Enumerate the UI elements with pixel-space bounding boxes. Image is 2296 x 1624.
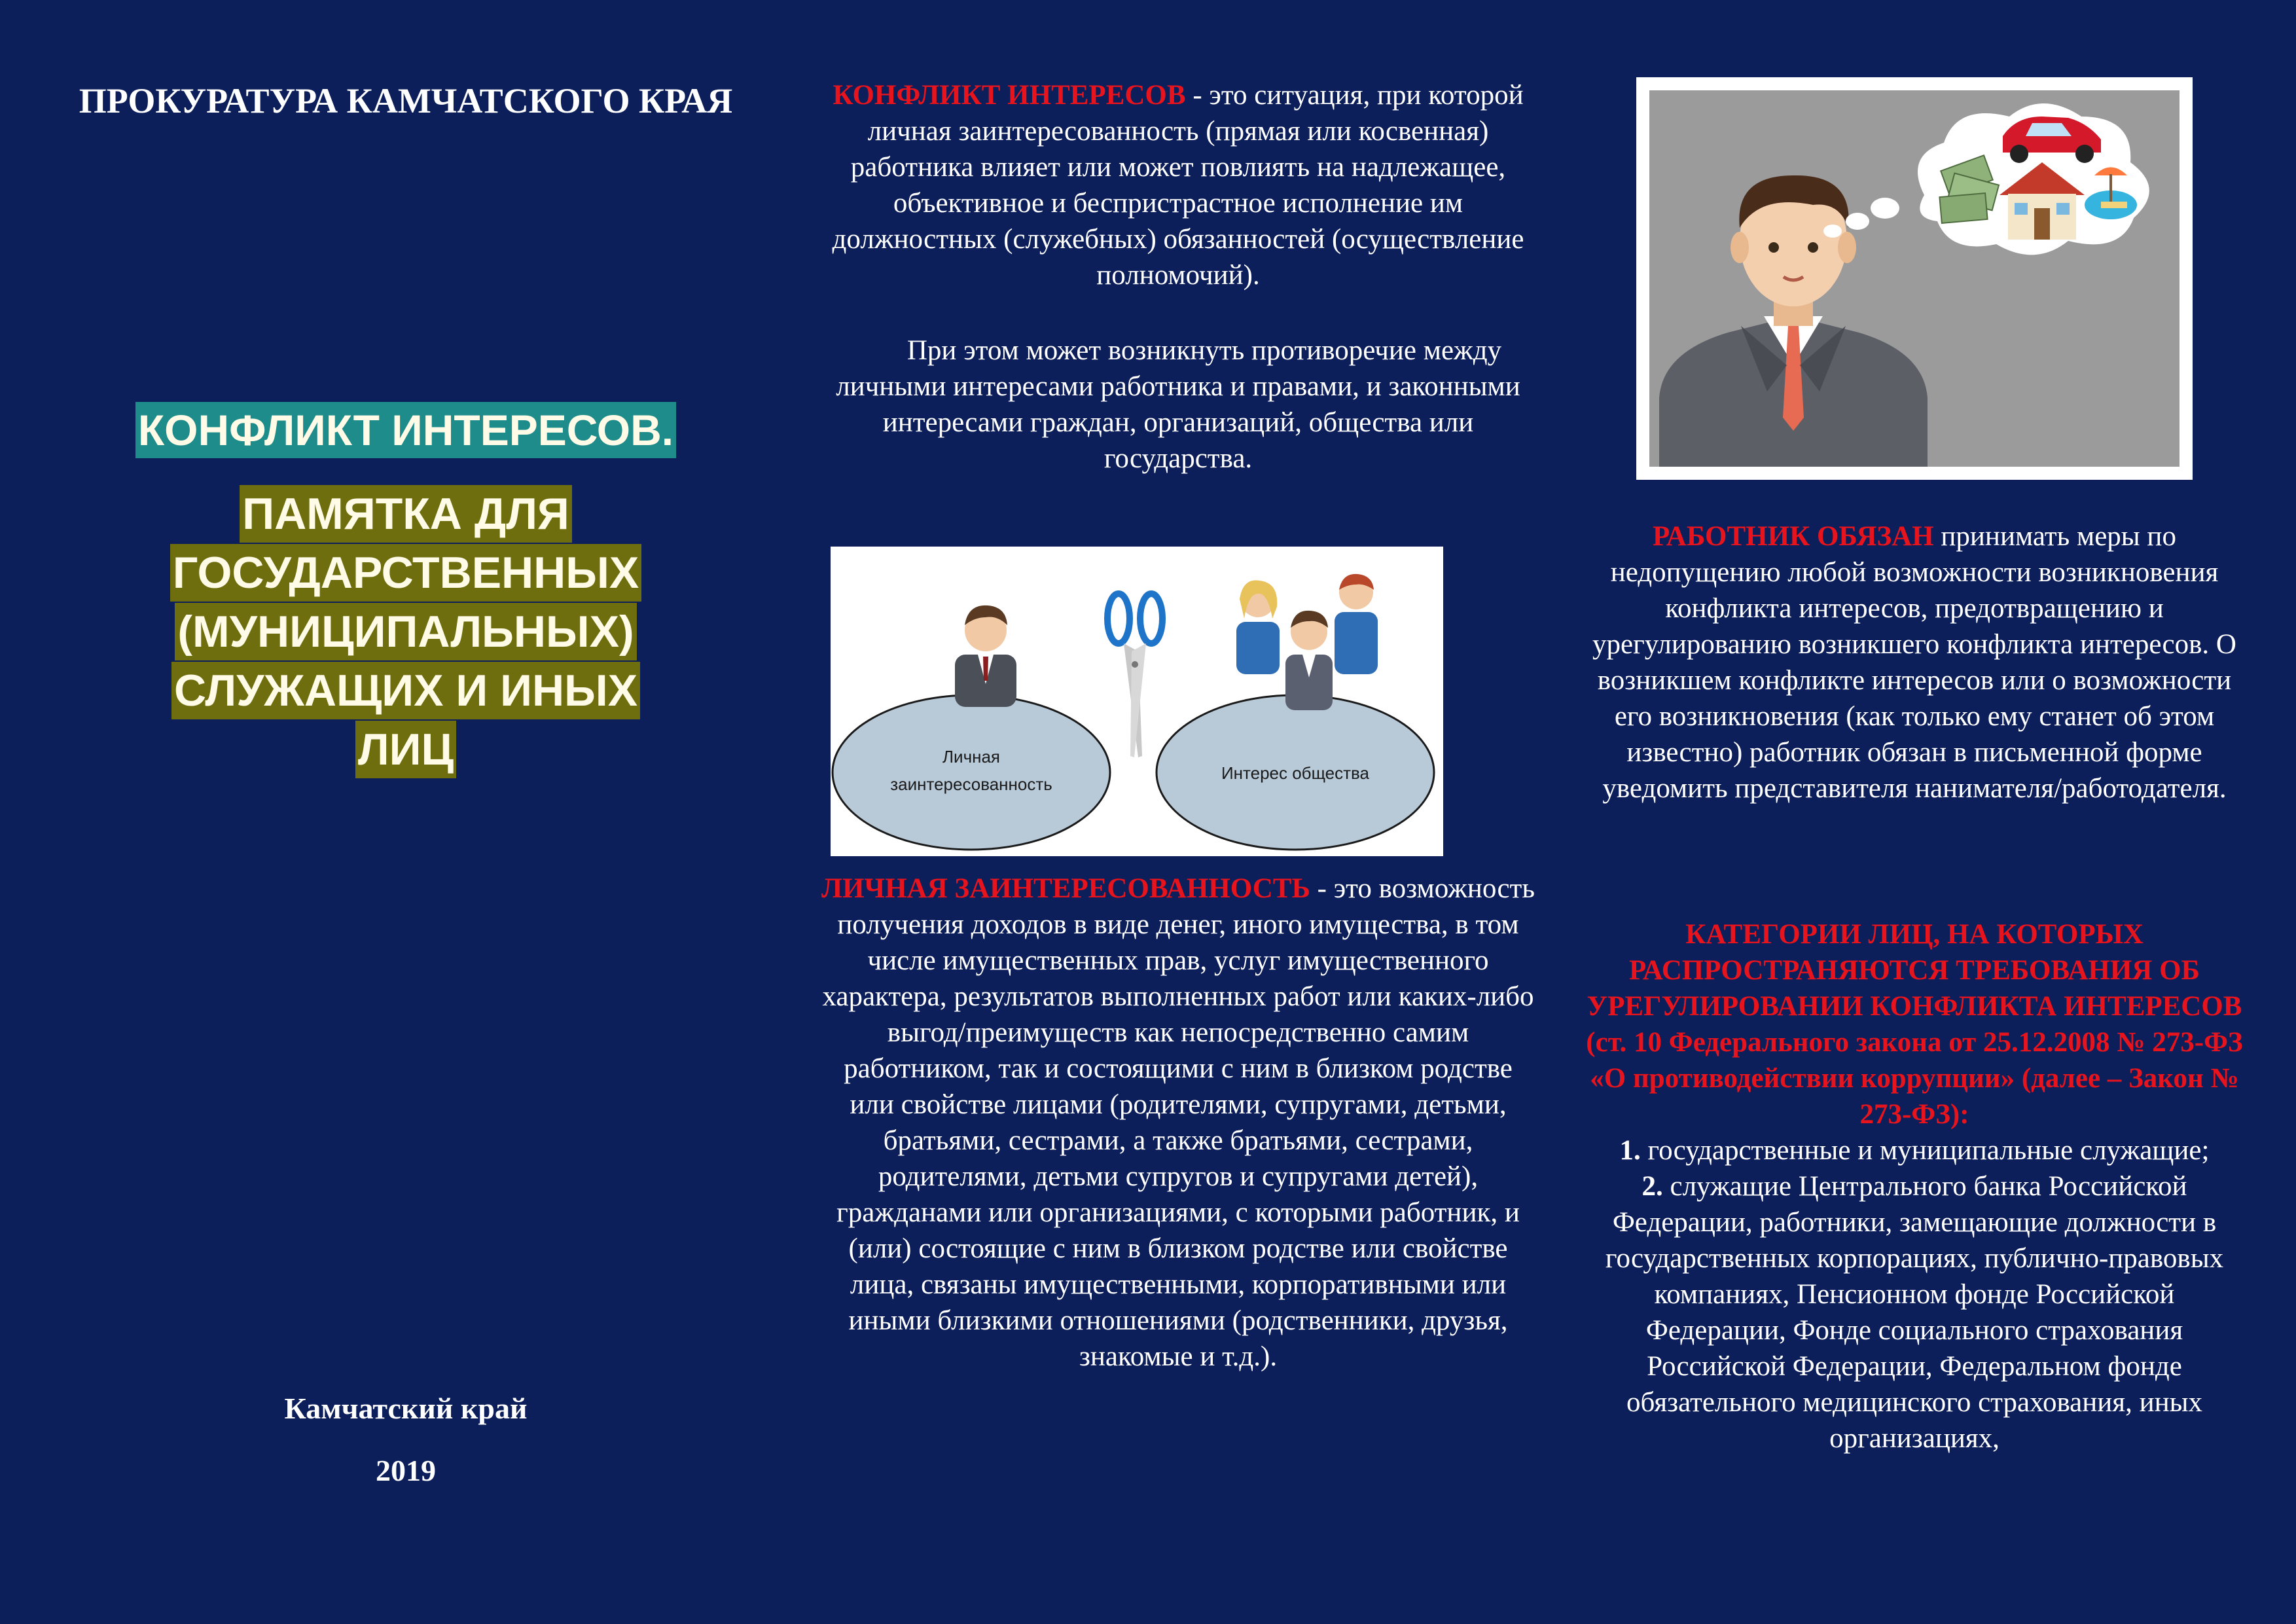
scissors-icon [1107, 594, 1162, 757]
left-oval-label: Личная [942, 747, 1001, 767]
subtitle-line: ЛИЦ [355, 721, 456, 778]
list-item [1584, 1132, 2245, 1168]
group-icon [1236, 574, 1378, 710]
subtitle-line: (МУНИЦИПАЛЬНЫХ) [175, 603, 636, 660]
interest-definition [821, 871, 1535, 1375]
categories-list [1584, 1132, 2245, 1456]
year: 2019 [376, 1454, 436, 1487]
list-item-number: 1. [1619, 1135, 1641, 1166]
obligation-body: принимать меры по недопущению любой возможности возникновения конфликта интересов, предотвращению и урегулированию возникшего конфликта интересов. О возникшем конфликте интересов или о возможности его возникновения (как только ему станет об этом известно) работник обязан в письменной форме уведомить представителя нанимателя/работодателя. [1592, 521, 2236, 804]
subtitle-line: ГОСУДАРСТВЕННЫХ [170, 544, 641, 602]
conflict-definition [821, 77, 1535, 293]
conflict-diagram [831, 547, 1443, 856]
person-icon [955, 605, 1016, 707]
subtitle-line: СЛУЖАЩИХ И ИНЫХ [171, 662, 640, 719]
list-item [1584, 1168, 2245, 1456]
definitions-panel [821, 0, 1535, 1624]
list-item-text: служащие Центрального банка Российской Федерации, работники, замещающие должности в государственных корпорациях, публично-правовых компаниях, Пенсионном фонде Российской Федерации, Фонде социального страхования Российской Федерации, Федеральном фонде обязательного медицинского страхования, иных организациях, [1605, 1171, 2224, 1454]
conflict-term: КОНФЛИКТ ИНТЕРЕСОВ [833, 80, 1186, 111]
conflict-note: При этом может возникнуть противоречие между личными интересами работника и правами, и законными интересами граждан, организаций, общества или государства. [836, 335, 1520, 474]
document-subtitle [111, 484, 700, 779]
title-highlight: КОНФЛИКТ ИНТЕРЕСОВ. [135, 402, 676, 458]
obligation-term: РАБОТНИК ОБЯЗАН [1653, 521, 1934, 552]
conflict-text: - это ситуация, при которой личная заинтересованность (прямая или косвенная) работника влияет или может повлиять на надлежащее, объективное и беспристрастное исполнение им должностных (служебных) обязанностей (осуществление полномочий). [832, 80, 1524, 291]
illustration [1636, 77, 2193, 480]
left-oval-label: заинтересованность [890, 774, 1052, 794]
document-title [72, 401, 740, 460]
interest-term: ЛИЧНАЯ ЗАИНТЕРЕСОВАННОСТЬ [821, 873, 1310, 904]
list-item-number: 2. [1641, 1171, 1663, 1202]
categories-heading: КАТЕГОРИИ ЛИЦ, НА КОТОРЫХ РАСПРОСТРАНЯЮТСЯ ТРЕБОВАНИЯ ОБ УРЕГУЛИРОВАНИИ КОНФЛИКТА ИНТЕРЕСОВ (ст. 10 Федерального закона от 25.12.2008 № 273-ФЗ «О противодействии коррупции» (далее – Закон № 273-ФЗ): [1586, 919, 2243, 1130]
businessman-icon [1659, 175, 1928, 467]
list-item-text: государственные и муниципальные служащие; [1640, 1135, 2210, 1166]
obligation-text [1584, 518, 2245, 806]
organization-name: ПРОКУРАТУРА КАМЧАТСКОГО КРАЯ [79, 81, 733, 120]
interest-text: - это возможность получения доходов в виде денег, иного имущества, в том числе имущественных прав, услуг имущественного характера, результатов выполненных работ или каких-либо выгод/преимуществ как непосредственно самим работником, так и состоящими с ним в близком родстве или свойстве лицами (родителями, супругами, детьми, братьями, сестрами, а также братьями, сестрами, родителями, детьми супругов и супругами детей), гражданами или организациями, с которыми работник, и (или) состоящие с ним в близком родстве или свойстве лица, связаны имущественными, корпоративными или иными близкими отношениями (родственники, друзья, знакомые и т.д.). [822, 873, 1535, 1372]
right-oval-label: Интерес общества [1221, 763, 1370, 783]
region: Камчатский край [284, 1392, 528, 1425]
obligations-panel [1584, 0, 2245, 1624]
subtitle-line: ПАМЯТКА ДЛЯ [240, 485, 572, 543]
cover-panel [72, 0, 740, 1624]
